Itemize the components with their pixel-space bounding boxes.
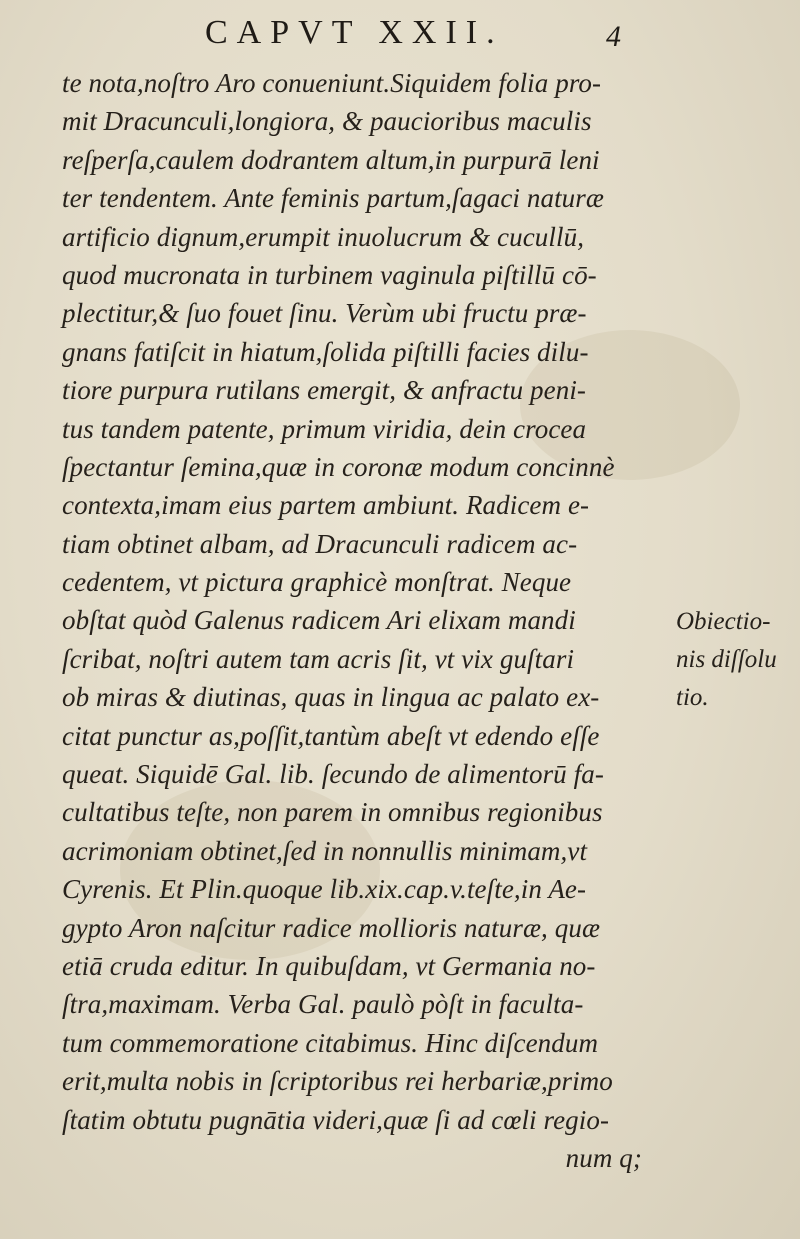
margin-note-line: nis diſſolu: [676, 646, 777, 673]
text-line: erit,multa nobis in ſcriptoribus rei herbariæ,primo: [62, 1066, 613, 1097]
text-line: ſcribat, noſtri autem tam acris ſit, vt vix guſtari: [62, 643, 575, 674]
text-line: quod mucronata in turbinem vaginula piſtillū cō-: [62, 259, 597, 290]
text-line: te nota,noſtro Aro conueniunt.Siquidem folia pro-: [62, 68, 602, 98]
text-line: tiore purpura rutilans emergit, & anfractu peni-: [62, 375, 587, 406]
text-line: contexta,imam eius partem ambiunt. Radicem e-: [62, 490, 590, 521]
text-line: Cyrenis. Et Plin.quoque lib.xix.cap.v.teſte,in Ae-: [62, 874, 587, 905]
text-line: tus tandem patente, primum viridia, dein crocea: [62, 413, 587, 444]
text-line: gnans fatiſcit in hiatum,ſolida piſtilli facies dilu-: [62, 336, 589, 367]
text-line: ſtatim obtutu pugnātia videri,quæ ſi ad cœli regio-: [62, 1104, 610, 1135]
margin-note-line: Obiectio-: [676, 608, 771, 635]
text-line: plectitur,& ſuo fouet ſinu. Verùm ubi fructu præ-: [62, 298, 587, 329]
text-line: queat. Siquidē Gal. lib. ſecundo de alimentorū fa-: [62, 759, 604, 790]
text-line: mit Dracunculi,longiora, & paucioribus maculis: [62, 106, 592, 137]
text-line: ſpectantur ſemina,quæ in coronæ modum concinnè: [62, 451, 615, 482]
text-line: acrimoniam obtinet,ſed in nonnullis minimam,vt: [62, 835, 588, 866]
catchword: num q;: [565, 1142, 642, 1173]
text-line: citat punctur as,poſſit,tantùm abeſt vt edendo eſſe: [62, 720, 600, 751]
text-line: gypto Aron naſcitur radice mollioris naturæ, quæ: [62, 912, 601, 943]
text-line: artificio dignum,erumpit inuolucrum & cucullū,: [62, 221, 585, 252]
page-header: [0, 10, 800, 58]
text-line: obſtat quòd Galenus radicem Ari elixam mandi: [62, 605, 576, 636]
running-title: CAPVT XXII.: [205, 14, 504, 51]
folio-number: 4: [606, 20, 621, 53]
text-line: cultatibus teſte, non parem in omnibus regionibus: [62, 797, 603, 828]
text-line: tiam obtinet albam, ad Dracunculi radicem ac-: [62, 528, 578, 559]
text-line: ob miras & diutinas, quas in lingua ac palato ex-: [62, 682, 600, 713]
margin-note: [676, 603, 796, 717]
text-line: tum commemoratione citabimus. Hinc diſcendum: [62, 1027, 599, 1058]
text-line: etiā cruda editur. In quibuſdam, vt Germania no-: [62, 950, 596, 981]
text-line: ſtra,maximam. Verba Gal. paulò pòſt in faculta-: [62, 989, 584, 1020]
text-line: cedentem, vt pictura graphicè monſtrat. Neque: [62, 567, 572, 598]
text-line: reſperſa,caulem dodrantem altum,in purpurā leni: [62, 144, 600, 175]
margin-note-line: tio.: [676, 684, 709, 711]
text-line: ter tendentem. Ante feminis partum,ſagaci naturæ: [62, 183, 604, 214]
main-text-block: [62, 64, 662, 1177]
